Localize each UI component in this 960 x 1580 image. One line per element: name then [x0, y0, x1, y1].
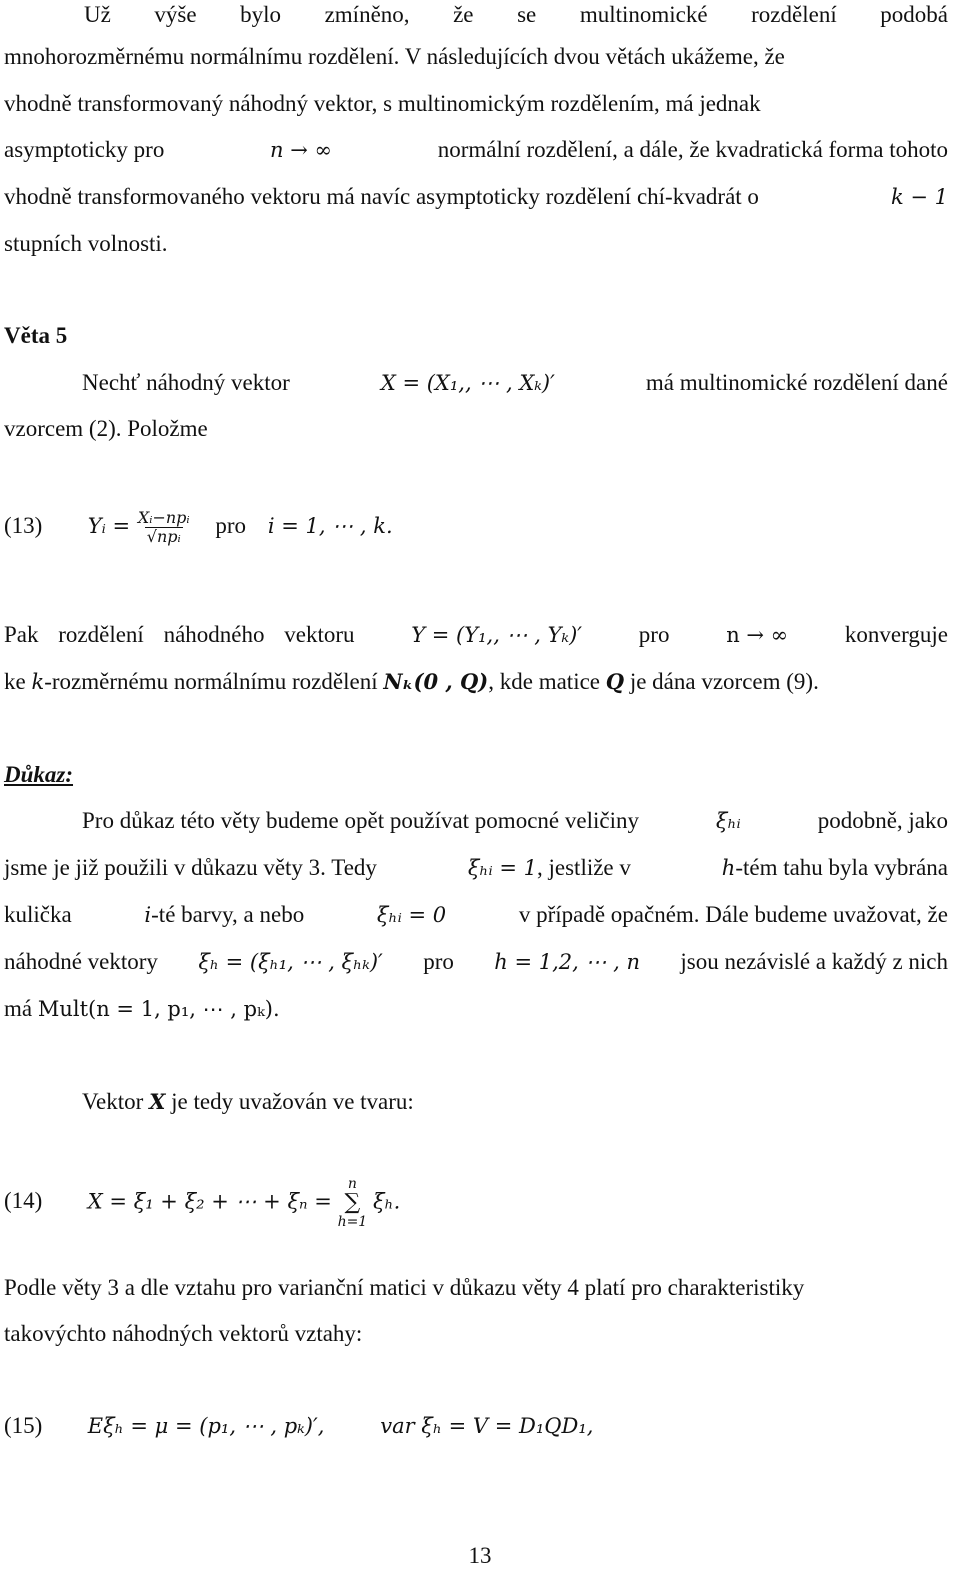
equation-15 — [4, 1411, 593, 1441]
proof-line-5 — [4, 994, 280, 1024]
math-vector-y: Y = (Y₁,, ⋯ , Yₖ)′ — [411, 623, 583, 647]
math-xi-h-vector: ξₕ = (ξₕ₁, ⋯ , ξₕₖ)′ — [198, 950, 383, 974]
math-h-range: h = 1,2, ⋯ , n — [494, 950, 641, 974]
text: jsou nezávislé a každý z nich — [680, 949, 948, 974]
fraction-numerator: Xᵢ−npᵢ — [137, 508, 190, 528]
text: Vektor — [82, 1089, 144, 1114]
math-n-to-infinity: n → ∞ — [270, 138, 333, 162]
text: náhodné vektory — [4, 949, 158, 974]
word: že — [453, 2, 474, 27]
equation-number: (14) — [4, 1188, 43, 1214]
intro-line-2: mnohorozměrnému normálnímu rozdělení. V následujících dvou větách ukážeme, že — [4, 44, 785, 69]
math-range: i = 1, ⋯ , k. — [267, 514, 393, 538]
math-expectation: Eξₕ = μ = (p₁, ⋯ , pₖ)′, — [87, 1414, 325, 1438]
math-k: k — [31, 670, 45, 694]
text: -tém tahu byla vybrána — [735, 855, 948, 880]
math-yi: Yᵢ = — [87, 514, 131, 538]
math-h: h — [721, 856, 736, 880]
text: -rozměrnému normálnímu rozdělení — [44, 669, 378, 694]
text: jsme je již použili v důkazu věty 3. Tedy — [4, 855, 377, 880]
math-vector-x: X = (X₁,, ⋯ , Xₖ)′ — [380, 371, 555, 395]
text: pro — [215, 513, 247, 538]
word: Už — [84, 2, 111, 27]
math-q: Q — [605, 669, 625, 694]
text: Pak rozdělení náhodného vektoru — [4, 622, 355, 647]
text: v případě opačném. Dále budeme uvažovat, že — [518, 902, 948, 927]
proof-line-1 — [82, 806, 948, 836]
text: asymptoticky pro — [4, 137, 165, 162]
text: ke — [4, 669, 26, 694]
sigma-symbol: ∑ — [344, 1190, 361, 1215]
equation-13 — [4, 506, 393, 546]
intro-line-3: vhodně transformovaný náhodný vektor, s multinomickým rozdělením, má jednak — [4, 91, 761, 116]
word: podobá — [880, 2, 948, 27]
theorem-conclusion-1 — [4, 620, 948, 650]
math-k-minus-1: k − 1 — [890, 185, 948, 209]
math-normal-distribution: Nₖ(0 , Q) — [383, 669, 489, 694]
remark-line-2: takovýchto náhodných vektorů vztahy: — [4, 1321, 363, 1346]
summation — [338, 1176, 368, 1230]
equation-14 — [4, 1176, 400, 1230]
proof-heading: Důkaz: — [4, 762, 74, 787]
text: Nechť náhodný vektor — [82, 370, 290, 395]
word: bylo — [240, 2, 282, 27]
intro-line-4 — [4, 135, 948, 165]
intro-line-1 — [4, 0, 948, 30]
fraction-denominator: √npᵢ — [146, 527, 181, 547]
math-mult: Mult(n = 1, p₁, ⋯ , pₖ). — [37, 997, 280, 1021]
text: vhodně transformovaného vektoru má navíc asymptoticky rozdělení chí-kvadrát o — [4, 184, 759, 209]
math-xi-h: ξₕ. — [372, 1189, 401, 1214]
math-x: X — [149, 1089, 166, 1114]
page-number: 13 — [468, 1543, 492, 1568]
intro-line-5 — [4, 182, 948, 212]
text: pro — [423, 949, 454, 974]
word: výše — [154, 2, 197, 27]
proof-line-4 — [4, 947, 948, 977]
word: zmíněno, — [324, 2, 410, 27]
word: multinomické — [579, 2, 708, 27]
word: rozdělení — [751, 2, 837, 27]
text: konverguje — [844, 622, 948, 647]
text: je tedy uvažován ve tvaru: — [171, 1089, 414, 1114]
math-sum-expansion: X = ξ₁ + ξ₂ + ⋯ + ξₙ = — [87, 1189, 332, 1214]
theorem-heading: Věta 5 — [4, 323, 68, 348]
text: má multinomické rozdělení dané — [645, 370, 948, 395]
text: , kde matice — [488, 669, 601, 694]
math-xi-equals-1: ξₕᵢ = 1 — [467, 856, 537, 880]
theorem-line-1 — [82, 368, 948, 398]
text: -té barvy, a nebo — [151, 902, 305, 927]
proof-line-2 — [4, 853, 948, 883]
intro-line-6: stupních volnosti. — [4, 231, 168, 256]
word: se — [517, 2, 537, 27]
remark-line-1: Podle věty 3 a dle vztahu pro varianční matici v důkazu věty 4 platí pro charakteristiky — [4, 1275, 805, 1300]
math-i: i — [144, 903, 152, 927]
text: normální rozdělení, a dále, že kvadratická forma tohoto — [437, 137, 948, 162]
text: , jestliže v — [537, 855, 631, 880]
theorem-line-2: vzorcem (2). Položme — [4, 416, 208, 441]
math-xi-hi: ξₕᵢ — [715, 809, 741, 833]
vector-sentence — [82, 1087, 414, 1117]
equation-number: (15) — [4, 1413, 43, 1438]
theorem-conclusion-2 — [4, 667, 819, 697]
text: Pro důkaz této věty budeme opět používat pomocné veličiny — [82, 808, 639, 833]
text: podobně, jako — [817, 808, 948, 833]
fraction — [136, 509, 192, 546]
math-n-to-infinity: n → ∞ — [726, 623, 789, 647]
equation-number: (13) — [4, 513, 43, 538]
proof-line-3 — [4, 900, 948, 930]
math-xi-equals-0: ξₕᵢ = 0 — [376, 903, 447, 927]
sum-upper-limit: n — [347, 1176, 357, 1192]
text: je dána vzorcem (9). — [629, 669, 819, 694]
text: má — [4, 996, 33, 1021]
math-variance: var ξₕ = V = D₁QD₁, — [380, 1414, 594, 1438]
text: pro — [638, 622, 670, 647]
text: kulička — [4, 902, 72, 927]
sum-lower-limit: h=1 — [337, 1214, 368, 1230]
